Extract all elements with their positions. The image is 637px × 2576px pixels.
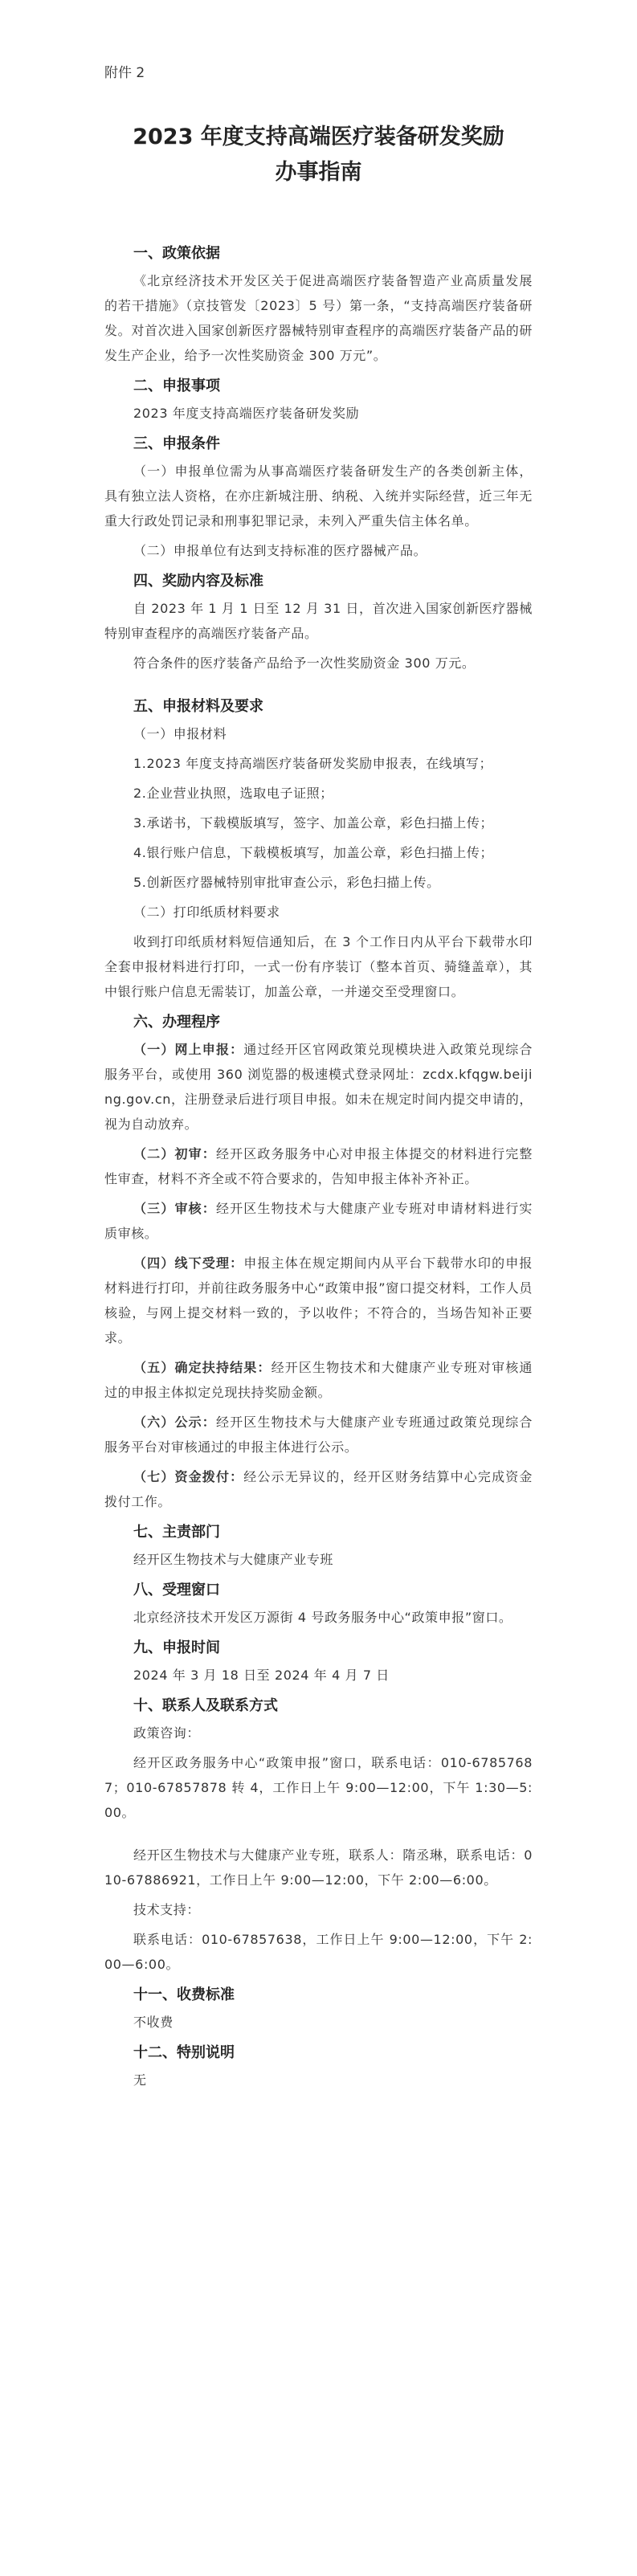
contact-info: 经开区政务服务中心“政策申报”窗口，联系电话：010-67857687；010-67857878 转 4，工作日上午 9:00—12:00，下午 1:30—5:00。: [104, 1755, 533, 1820]
section-heading: 九、申报时间: [133, 1639, 220, 1656]
section-service-window: [104, 1577, 533, 1630]
section-heading: 七、主责部门: [133, 1524, 220, 1541]
section-application-time: [104, 1635, 533, 1688]
section-heading: 四、奖励内容及标准: [133, 573, 263, 590]
attachment-label: 附件 2: [104, 65, 145, 81]
section-paragraph: 不收费: [133, 2015, 174, 2030]
procedure-step-label: （五）确定扶持结果：: [133, 1360, 272, 1375]
section-materials: [104, 693, 533, 1004]
section-procedure: [104, 1009, 533, 1514]
procedure-step-text: 经开区生物技术与大健康产业专班对申请材料进行实质审核。: [104, 1201, 533, 1241]
section-heading: 三、申报条件: [133, 435, 220, 452]
section-paragraph: 无: [133, 2072, 147, 2088]
section-paragraph: （二）申报单位有达到支持标准的医疗器械产品。: [133, 543, 427, 558]
section-reward-content: [104, 568, 533, 676]
section-heading: 六、办理程序: [133, 1014, 220, 1031]
procedure-step-text: 经开区生物技术和大健康产业专班对审核通过的申报主体拟定兑现扶持奖励金额。: [104, 1360, 533, 1400]
section-contacts: [104, 1692, 533, 1977]
procedure-step: [104, 1464, 533, 1514]
procedure-step: [104, 1037, 533, 1137]
section-policy-basis: [104, 240, 533, 368]
procedure-step-label: （二）初审：: [133, 1146, 216, 1161]
section-heading: 十二、特别说明: [133, 2044, 235, 2061]
procedure-step-label: （四）线下受理：: [133, 1255, 244, 1271]
title-line-1: 2023 年度支持高端医疗装备研发奖励: [133, 125, 504, 149]
contact-info: 联系电话：010-67857638，工作日上午 9:00—12:00，下午 2:00—6:00。: [104, 1932, 533, 1972]
section-paragraph: 符合条件的医疗装备产品给予一次性奖励资金 300 万元。: [133, 655, 476, 671]
section-fees: [104, 1982, 533, 2035]
title-line-2: 办事指南: [275, 160, 362, 185]
procedure-step-label: （七）资金拨付：: [133, 1469, 244, 1484]
contact-category: 技术支持：: [133, 1902, 201, 1917]
procedure-step: [104, 1141, 533, 1191]
section-heading: 五、申报材料及要求: [133, 698, 263, 715]
section-paragraph: 2024 年 3 月 18 日至 2024 年 4 月 7 日: [133, 1668, 390, 1683]
procedure-step: [104, 1355, 533, 1405]
contact-info: 经开区生物技术与大健康产业专班，联系人：隋丞琳，联系电话：010-67886921，工作日上午 9:00—12:00，下午 2:00—6:00。: [104, 1847, 533, 1888]
section-paragraph: 经开区生物技术与大健康产业专班: [133, 1552, 334, 1567]
subsection-title: （二）打印纸质材料要求: [133, 904, 280, 920]
material-item: 4.银行账户信息，下载模板填写，加盖公章，彩色扫描上传；: [133, 845, 494, 860]
procedure-step-text: 经开区政务服务中心对申报主体提交的材料进行完整性审查，材料不齐全或不符合要求的，告知申报主体补齐补正。: [104, 1146, 533, 1186]
procedure-step-text: 经开区生物技术与大健康产业专班通过政策兑现综合服务平台对审核通过的申报主体进行公示。: [104, 1415, 533, 1455]
material-item: 3.承诺书，下载模版填写，签字、加盖公章，彩色扫描上传；: [133, 815, 494, 831]
procedure-step-label: （六）公示：: [133, 1415, 216, 1430]
section-paragraph: 《北京经济技术开发区关于促进高端医疗装备智造产业高质量发展的若干措施》（京技管发〔2023〕5 号）第一条，“支持高端医疗装备研发。对首次进入国家创新医疗器械特别审查程序的高端医疗装备产品的研发生产企业，给予一次性奖励资金 300 万元”。: [104, 273, 533, 363]
material-item: 1.2023 年度支持高端医疗装备研发奖励申报表，在线填写；: [133, 756, 493, 771]
subsection-title: （一）申报材料: [133, 726, 227, 741]
section-paragraph: 收到打印纸质材料短信通知后，在 3 个工作日内从平台下载带水印全套申报材料进行打印，一式一份有序装订（整本首页、骑缝盖章），其中银行账户信息无需装订，加盖公章，一并递交至受理窗口。: [104, 934, 533, 999]
section-paragraph: 自 2023 年 1 月 1 日至 12 月 31 日，首次进入国家创新医疗器械特别审查程序的高端医疗装备产品。: [104, 601, 533, 641]
document-title: [104, 120, 533, 190]
section-heading: 一、政策依据: [133, 245, 220, 262]
section-paragraph: 北京经济技术开发区万源街 4 号政务服务中心“政策申报”窗口。: [133, 1610, 512, 1625]
procedure-step-label: （一）网上申报：: [133, 1042, 244, 1057]
material-item: 2.企业营业执照，选取电子证照；: [133, 786, 333, 801]
section-paragraph: （一）申报单位需为从事高端医疗装备研发生产的各类创新主体，具有独立法人资格，在亦庄新城注册、纳税、入统并实际经营，近三年无重大行政处罚记录和刑事犯罪记录，未列入严重失信主体名单。: [104, 463, 533, 529]
section-heading: 八、受理窗口: [133, 1582, 220, 1598]
section-application-item: [104, 373, 533, 426]
section-heading: 十、联系人及联系方式: [133, 1697, 278, 1714]
procedure-step: [104, 1410, 533, 1459]
material-item: 5.创新医疗器械特别审批审查公示，彩色扫描上传。: [133, 875, 440, 890]
section-responsible-dept: [104, 1519, 533, 1572]
section-application-conditions: [104, 431, 533, 563]
procedure-step: [104, 1196, 533, 1246]
procedure-step: [104, 1251, 533, 1350]
procedure-step-text: 通过经开区官网政策兑现模块进入政策兑现综合服务平台，或使用 360 浏览器的极速模式登录网址：zcdx.kfqgw.beijing.gov.cn，注册登录后进行项目申报。如未在规定时间内提交申请的，视为自动放弃。: [104, 1042, 533, 1132]
section-paragraph: 2023 年度支持高端医疗装备研发奖励: [133, 406, 360, 421]
procedure-step-text: 经公示无异议的，经开区财务结算中心完成资金拨付工作。: [104, 1469, 533, 1509]
section-heading: 二、申报事项: [133, 378, 220, 394]
procedure-step-text: 申报主体在规定期间内从平台下载带水印的申报材料进行打印，并前往政务服务中心“政策申报”窗口提交材料，工作人员核验，与网上提交材料一致的，予以收件；不符合的，当场告知补正要求。: [104, 1255, 533, 1345]
section-heading: 十一、收费标准: [133, 1986, 235, 2003]
contact-category: 政策咨询：: [133, 1725, 201, 1741]
procedure-step-label: （三）审核：: [133, 1201, 216, 1216]
section-special-notes: [104, 2039, 533, 2092]
